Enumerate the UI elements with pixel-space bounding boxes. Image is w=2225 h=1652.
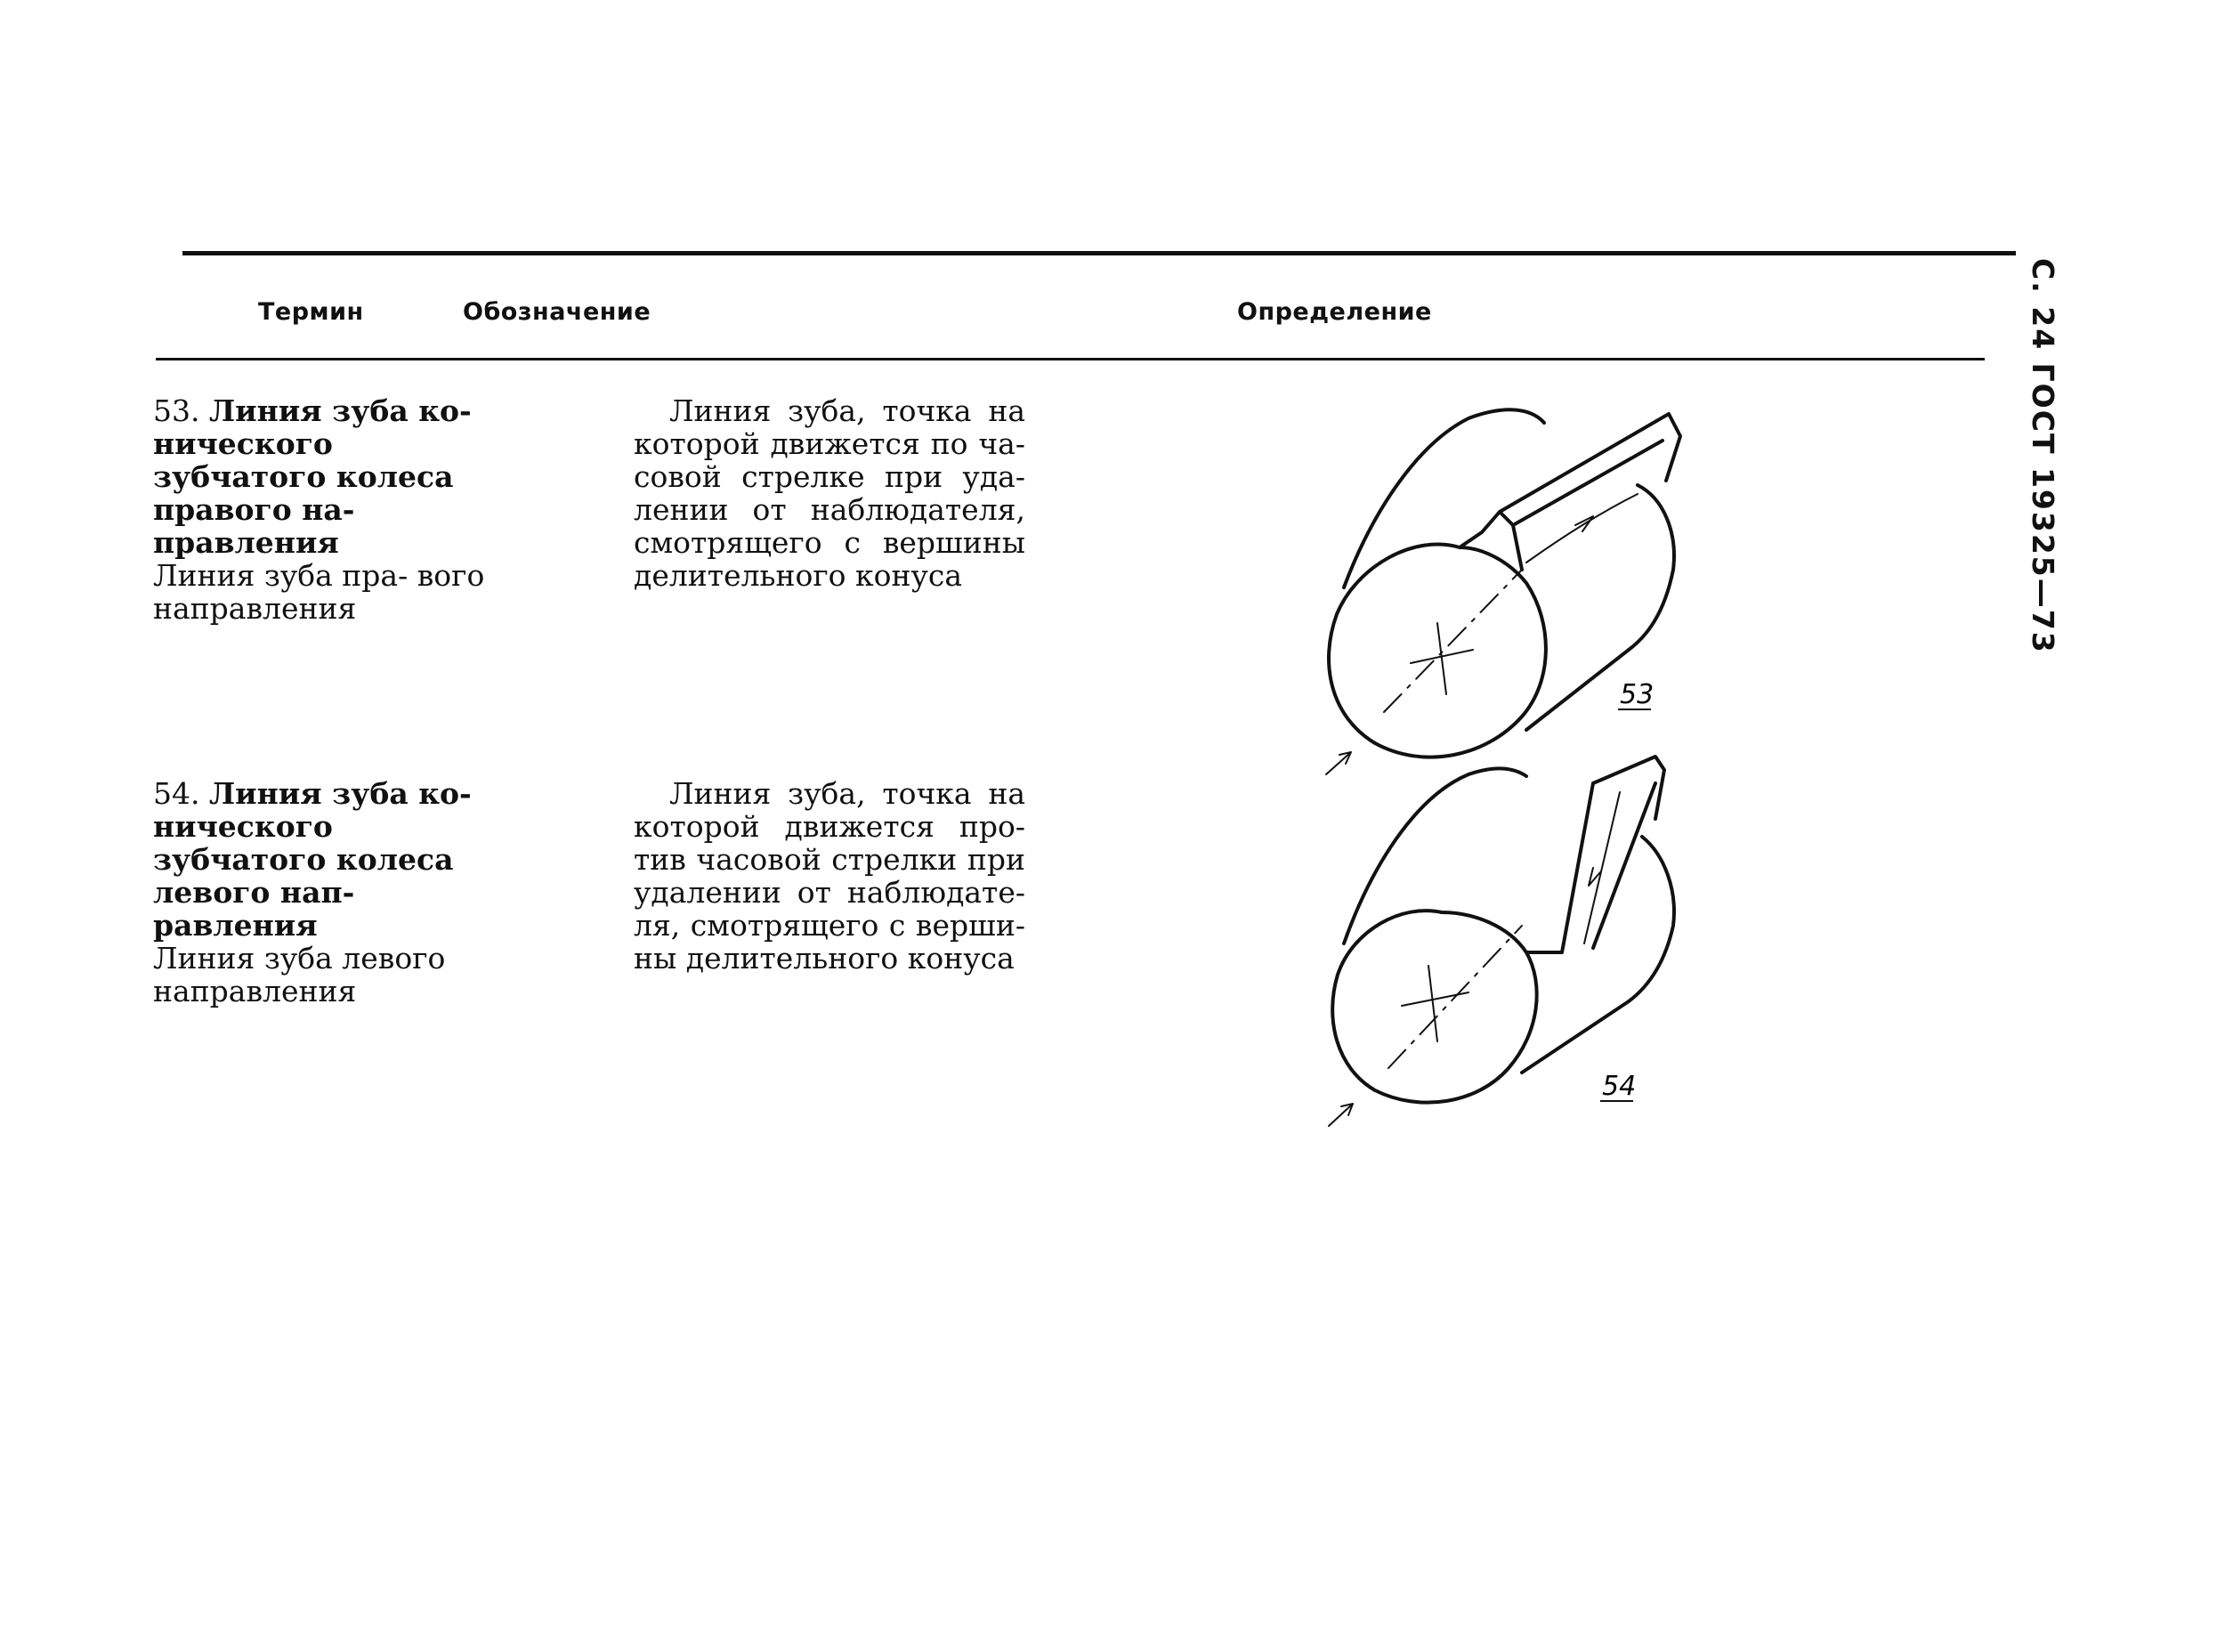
figure-53-tooth-inner: [1513, 441, 1663, 525]
term-54-name: Линия зуба ко- нического зубчатого колеса левого нап- равления: [153, 776, 472, 943]
figure-53-label: 53: [1620, 679, 1655, 710]
figure-53-cone-drawing: [1326, 409, 1680, 774]
column-header-term: Термин: [258, 298, 364, 326]
term-53-name: Линия зуба ко- нического зубчатого колеса правого на- правления: [153, 393, 472, 560]
running-header-text: С. 24 ГОСТ 19325—73: [2026, 258, 2060, 654]
figure-54-view-arrow: [1329, 1104, 1353, 1126]
figure-53-front-face: [1329, 545, 1546, 757]
figure-54-axis: [1388, 926, 1522, 1068]
term-54-number: 54.: [153, 776, 200, 811]
figure-54-body-right: [1522, 837, 1674, 1073]
definition-53: Линия зуба, точка на которой движется по ча- совой стрелке при уда- лении от наблюдателя, смотрящего с вершины делительного конуса: [634, 393, 1025, 593]
term-53: [153, 394, 509, 625]
figure-53-body-top: [1344, 409, 1544, 587]
running-header: [2016, 258, 2069, 654]
figure-53-axis: [1384, 570, 1522, 712]
column-header-symbol: Обозначение: [463, 298, 651, 326]
term-54-title: [153, 777, 509, 942]
gear-figures: [1290, 392, 1736, 1148]
term-54-synonym: Линия зуба левого направления: [153, 941, 446, 1008]
figure-54-front-face: [1332, 911, 1537, 1103]
figure-53-tooth-line: [1526, 494, 1638, 563]
table-header-rule: [156, 358, 1985, 360]
table-top-rule: [182, 251, 2016, 255]
term-53-title: [153, 394, 509, 559]
figure-54-body-top: [1344, 768, 1526, 943]
figure-54-center-mark-b: [1428, 966, 1437, 1041]
figure-54-label: 54: [1602, 1071, 1637, 1102]
figure-54-tooth-left: [1526, 783, 1593, 952]
figure-54-center-mark-a: [1402, 992, 1468, 1006]
figure-53-center-mark-b: [1437, 623, 1446, 694]
column-header-definition: Определение: [1237, 298, 1432, 326]
definition-54: Линия зуба, точка на которой движется про- тив часовой стрелки при удалении от наблюдате- ля, смотрящего с верши- ны делительного конуса: [634, 776, 1025, 976]
term-53-synonym: Линия зуба пра- вого направления: [153, 558, 485, 626]
figure-53-tooth-front: [1460, 512, 1522, 570]
figure-53-view-arrow: [1326, 752, 1351, 774]
term-53-number: 53.: [153, 393, 200, 428]
term-54: [153, 777, 509, 1008]
